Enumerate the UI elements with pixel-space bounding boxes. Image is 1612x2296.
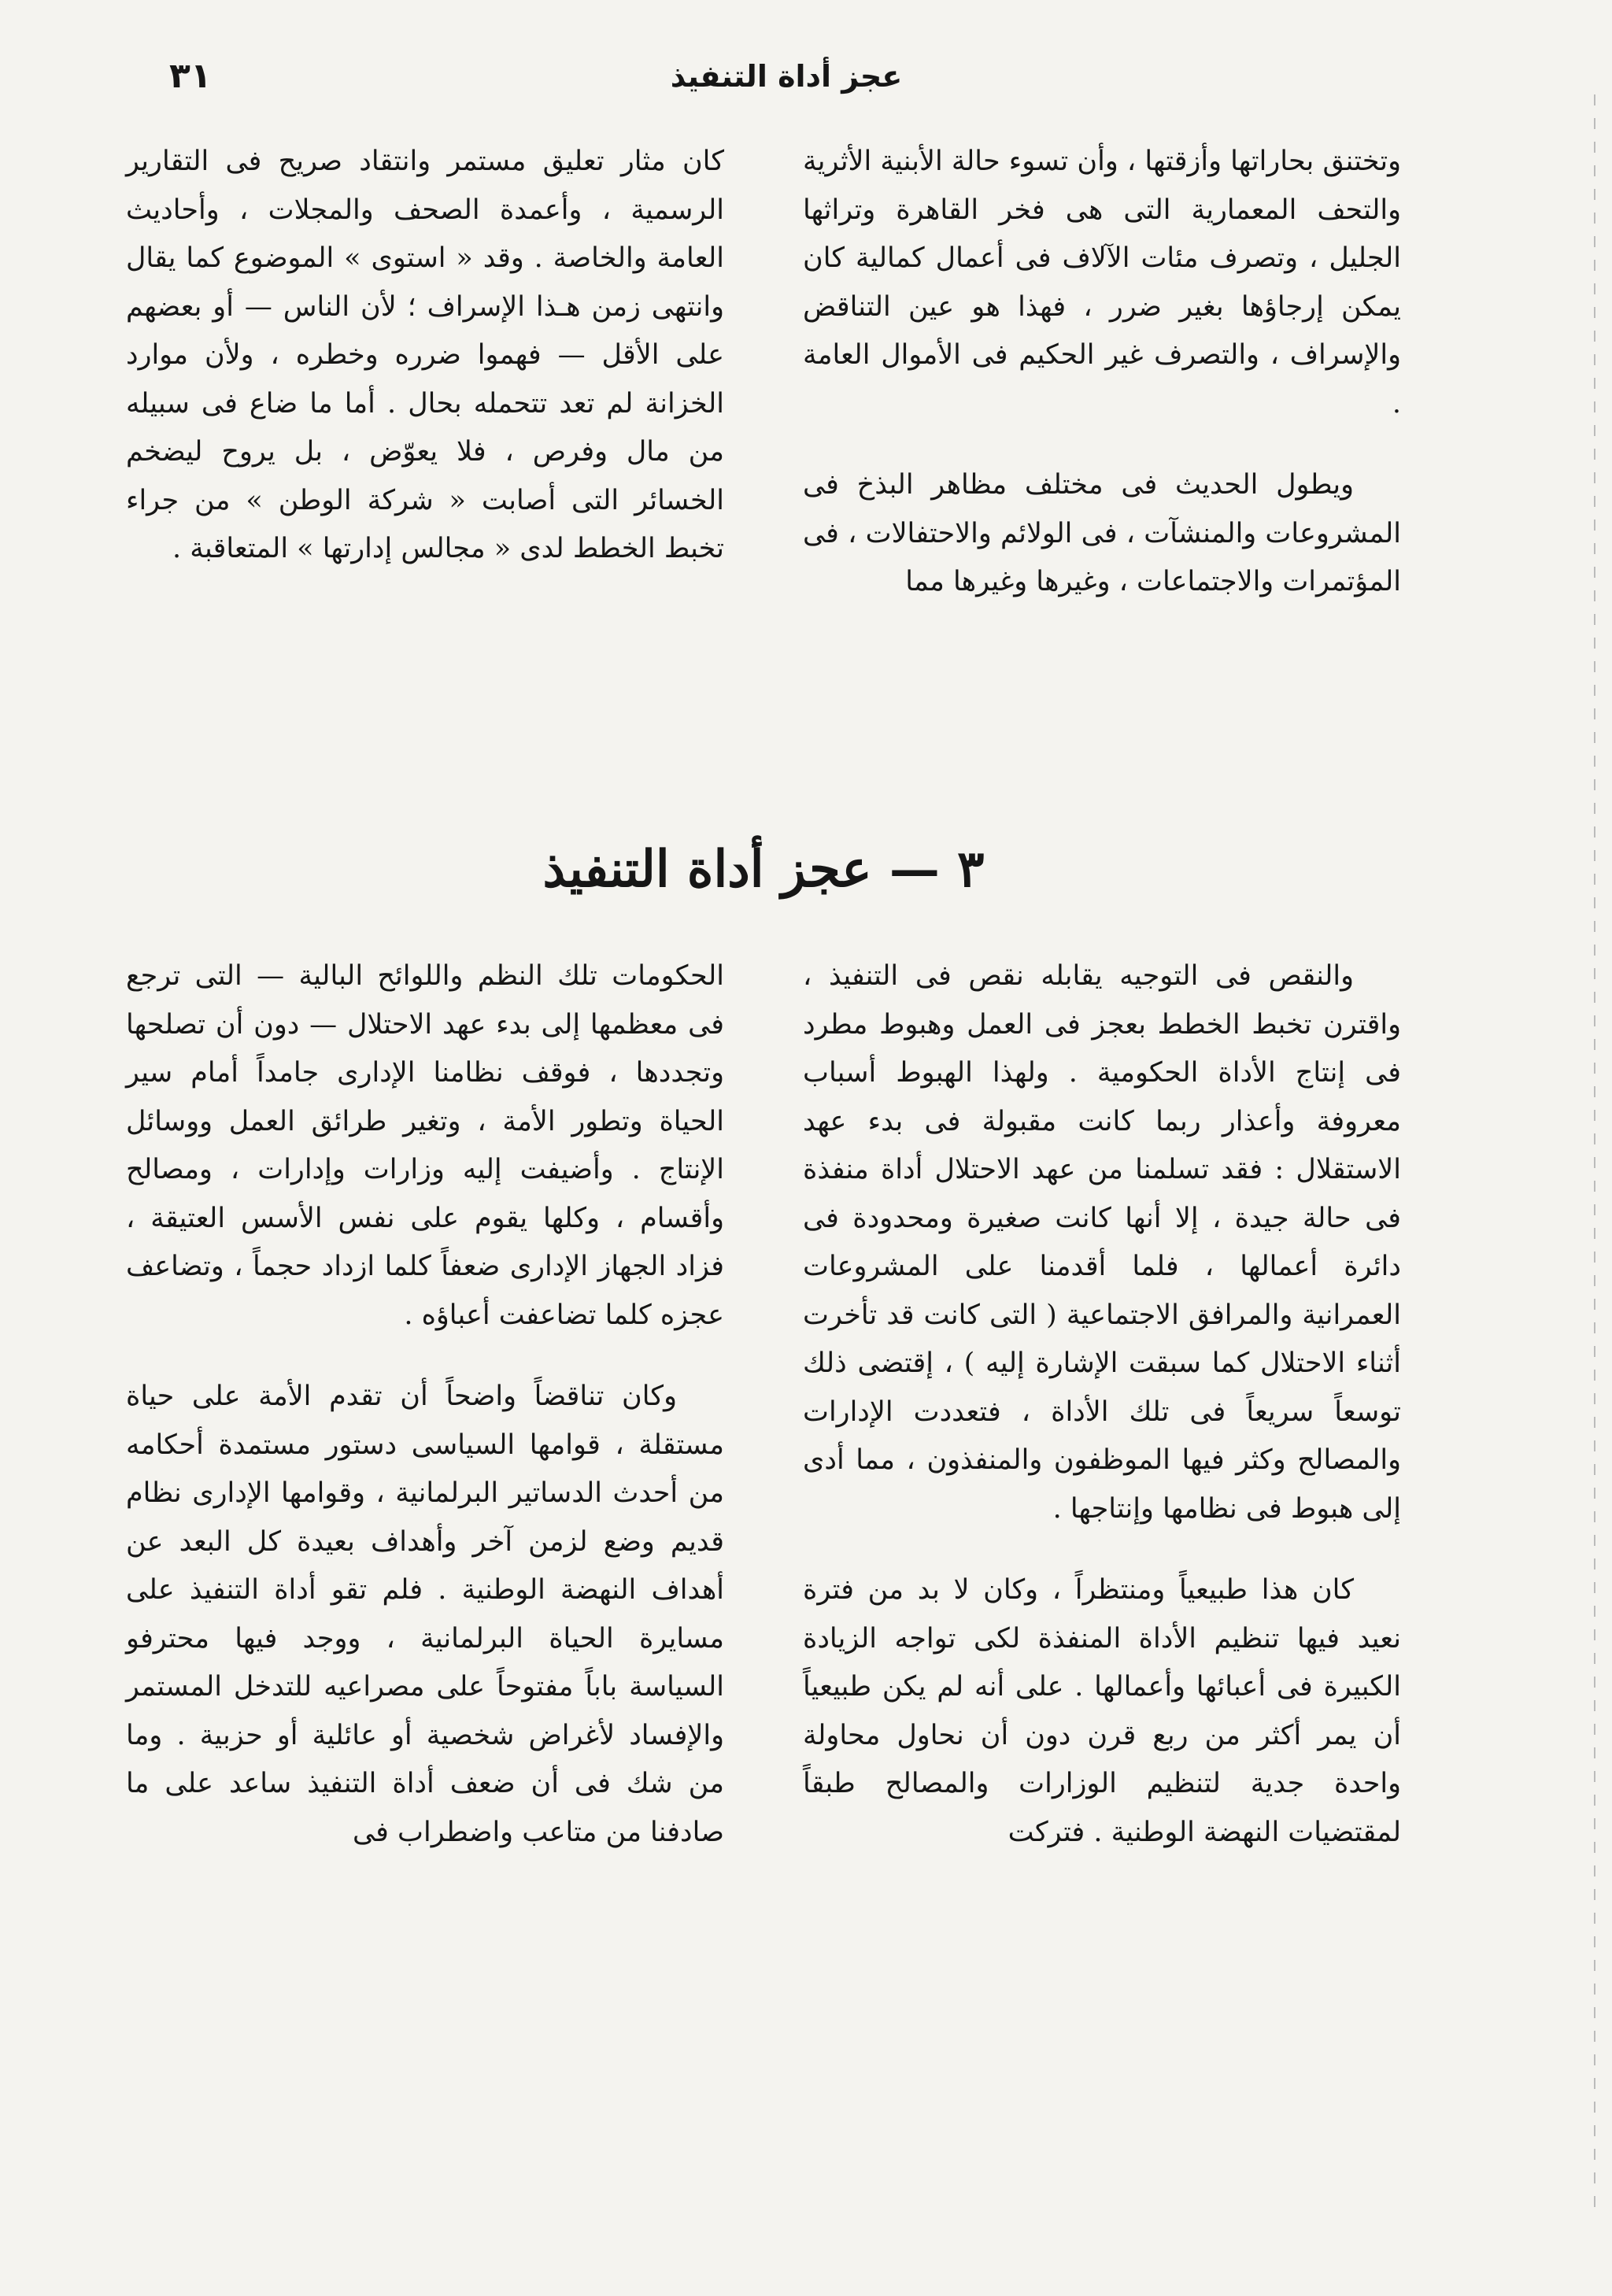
paragraph: كان مثار تعليق مستمر وانتقاد صريح فى التقارير الرسمية ، وأعمدة الصحف والمجلات ، وأحاديث العامة والخاصة . وقد « استوى » الموضوع كما يقال وانتهى زمن هـذا الإسراف ؛ لأن الناس — أو بعضهم على الأقل — فهموا ضرره وخطره ، ولأن موارد الخزانة لم تعد تتحمله بحال . أما ما ضاع فى سبيله من مال وفرص ، فلا يعوّض ، بل يروح ليضخم الخسائر التى أصابت « شركة الوطن » من جراء تخبط الخطط لدى « مجالس إدارتها » المتعاقبة . xyxy=(126,146,724,564)
paragraph: وكان تناقضاً واضحاً أن تقدم الأمة على حياة مستقلة ، قوامها السياسى دستور مستمدة أحكامه من أحدث الدساتير البرلمانية ، وقوامها الإدارى نظام قديم وضع لزمن آخر وأهداف بعيدة كل البعد عن أهداف النهضة الوطنية . فلم تقو أداة التنفيذ على مسايرة الحياة البرلمانية ، ووجد فيها محترفو السياسة باباً مفتوحاً على مصراعيه للتدخل المستمر والإفساد لأغراض شخصية أو عائلية أو حزبية . وما من شك فى أن ضعف أداة التنفيذ ساعد على ما صادفنا من متاعب واضطراب فى xyxy=(126,1381,724,1848)
bottom-left-column xyxy=(126,952,724,1857)
paragraph: ويطول الحديث فى مختلف مظاهر البذخ فى المشروعات والمنشآت ، فى الولائم والاحتفالات ، فى المؤتمرات والاجتماعات ، وغيرها وغيرها مما xyxy=(803,469,1401,597)
paragraph: والنقص فى التوجيه يقابله نقص فى التنفيذ ، واقترن تخبط الخطط بعجز فى العمل وهبوط مطرد فى إنتاج الأداة الحكومية . ولهذا الهبوط أسباب معروفة وأعذار ربما كانت مقبولة فى بدء عهد الاستقلال : فقد تسلمنا من عهد الاحتلال أداة منفذة فى حالة جيدة ، إلا أنها كانت صغيرة ومحدودة فى دائرة أعمالها ، فلما أقدمنا على المشروعات العمرانية والمرافق الاجتماعية ( التى كانت قد تأخرت أثناء الاحتلال كما سبقت الإشارة إليه ) ، إقتضى ذلك توسعاً سريعاً فى تلك الأداة ، فتعددت الإدارات والمصالح وكثر فيها الموظفون والمنفذون ، مما أدى إلى هبوط فى نظامها وإنتاجها . xyxy=(803,960,1401,1525)
bottom-right-column xyxy=(803,952,1401,1857)
running-title: عجز أداة التنفيذ xyxy=(670,59,903,94)
paragraph: الحكومات تلك النظم واللوائح البالية — التى ترجع فى معظمها إلى بدء عهد الاحتلال — دون أن تصلحها وتجددها ، فوقف نظامنا الإدارى جامداً أمام سير الحياة وتطور الأمة ، وتغير طرائق العمل ووسائل الإنتاج . وأضيفت إليه وزارات وإدارات ، ومصالح وأقسام ، وكلها يقوم على نفس الأسس العتيقة ، فزاد الجهاز الإدارى ضعفاً كلما ازداد حجماً ، وتضاعف عجزه كلما تضاعفت أعباؤه . xyxy=(126,960,724,1331)
page-edge-rule xyxy=(1594,94,1595,2220)
top-left-column xyxy=(126,138,724,574)
top-right-column xyxy=(803,138,1401,607)
paragraph: وتختنق بحاراتها وأزقتها ، وأن تسوء حالة الأبنية الأثرية والتحف المعمارية التى هى فخر القاهرة وتراثها الجليل ، وتصرف مئات الآلاف فى أعمال كمالية كان يمكن إرجاؤها بغير ضرر ، فهذا هو عين التناقض والإسراف ، والتصرف غير الحكيم فى الأموال العامة . xyxy=(803,146,1401,420)
section-heading: ٣ — عجز أداة التنفيذ xyxy=(542,840,985,899)
page-number: ٣١ xyxy=(169,56,212,96)
running-header xyxy=(118,49,1455,104)
paragraph: كان هذا طبيعياً ومنتظراً ، وكان لا بد من فترة نعيد فيها تنظيم الأداة المنفذة لكى تواجه الزيادة الكبيرة فى أعبائها وأعمالها . على أنه لم يكن طبيعياً أن يمر أكثر من ربع قرن دون أن نحاول محاولة واحدة جدية لتنظيم الوزارات والمصالح طبقاً لمقتضيات النهضة الوطنية . فتركت xyxy=(803,1574,1401,1848)
